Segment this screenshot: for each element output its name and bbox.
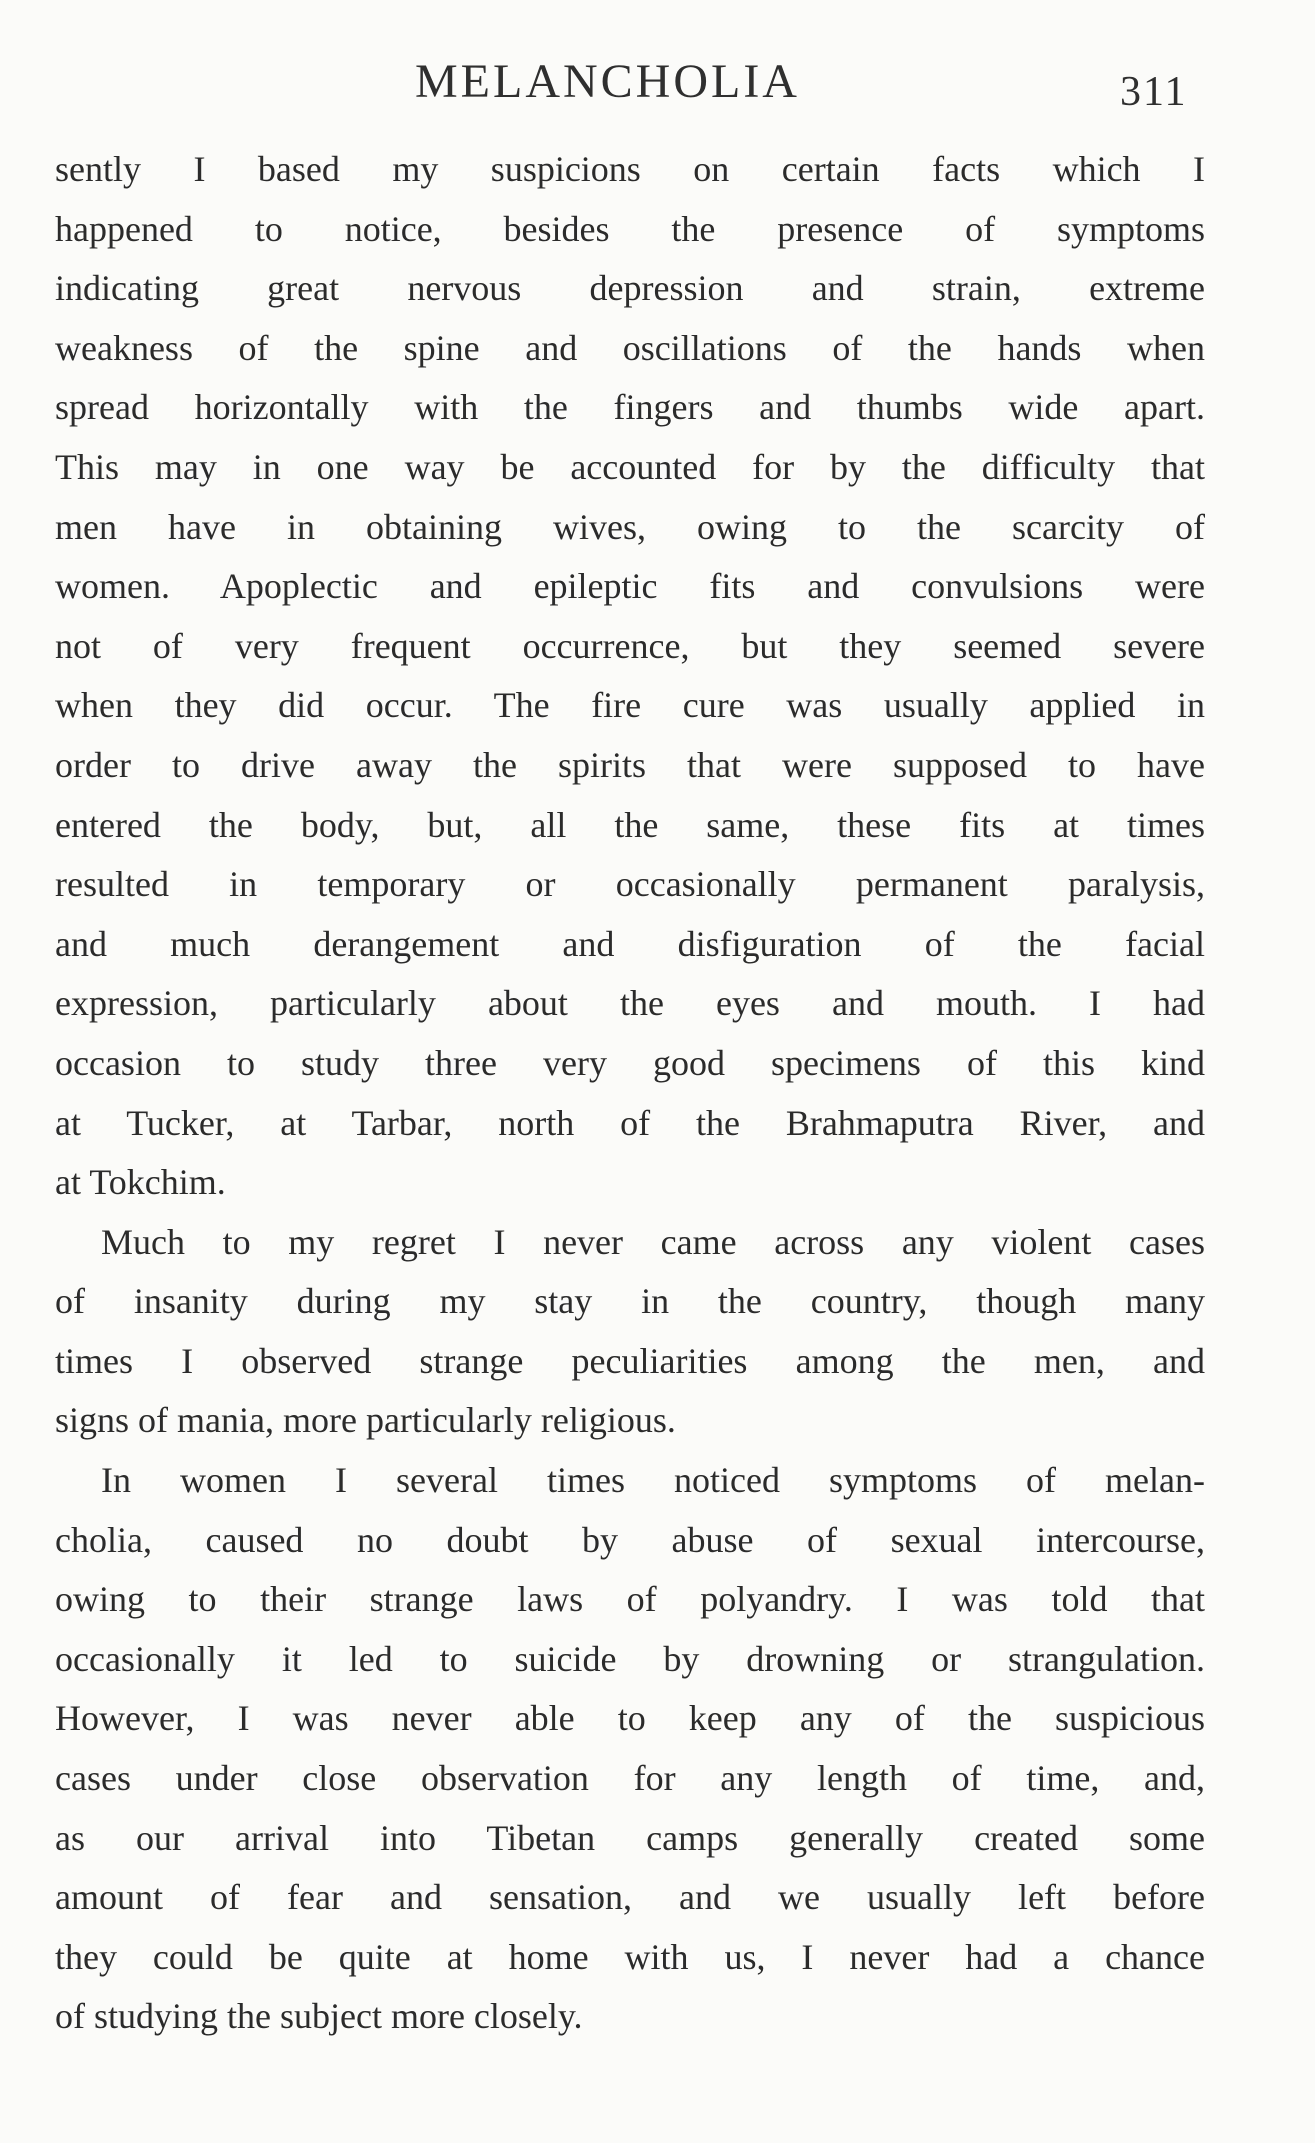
text-line: occasion to study three very good specimens of this kind — [55, 1042, 1205, 1083]
text-line: of studying the subject more closely. — [55, 1996, 583, 2037]
text-line: In women I several times noticed symptoms of melan- — [101, 1460, 1205, 1501]
text-line: However, I was never able to keep any of the suspicious — [55, 1698, 1205, 1739]
text-line: signs of mania, more particularly religious. — [55, 1400, 676, 1441]
text-line: sently I based my suspicions on certain facts which I — [55, 149, 1205, 189]
text-line: amount of fear and sensation, and we usually left before — [55, 1877, 1205, 1918]
text-line: indicating great nervous depression and strain, extreme — [55, 268, 1205, 309]
text-line: and much derangement and disfiguration of the facial — [55, 923, 1205, 964]
page-number: 311 — [1120, 69, 1188, 115]
running-title: MELANCHOLIA — [415, 55, 800, 108]
text-line: times I observed strange peculiarities among the men, and — [55, 1340, 1205, 1381]
text-line: at Tucker, at Tarbar, north of the Brahmaputra River, and — [55, 1102, 1205, 1143]
text-line: at Tokchim. — [55, 1162, 226, 1203]
text-line: not of very frequent occurrence, but they seemed severe — [55, 625, 1205, 666]
text-line: of insanity during my stay in the country, though many — [55, 1281, 1205, 1322]
text-line: when they did occur. The fire cure was usually applied in — [55, 685, 1205, 726]
text-line: owing to their strange laws of polyandry. I was told that — [55, 1579, 1205, 1620]
text-line: expression, particularly about the eyes and mouth. I had — [55, 983, 1205, 1024]
text-line: happened to notice, besides the presence of symptoms — [55, 208, 1205, 249]
text-line: cholia, caused no doubt by abuse of sexual intercourse, — [55, 1519, 1205, 1560]
text-line: they could be quite at home with us, I never had a chance — [55, 1936, 1205, 1977]
text-line: This may in one way be accounted for by the difficulty that — [55, 446, 1205, 487]
body-text — [55, 140, 1205, 2047]
paragraph — [55, 1213, 1205, 1451]
text-line: occasionally it led to suicide by drowning or strangulation. — [55, 1638, 1205, 1679]
text-line: as our arrival into Tibetan camps generally created some — [55, 1817, 1205, 1858]
paragraph — [55, 140, 1205, 1213]
text-line: Much to my regret I never came across any violent cases — [101, 1221, 1205, 1262]
text-line: weakness of the spine and oscillations of the hands when — [55, 327, 1205, 368]
text-line: entered the body, but, all the same, these fits at times — [55, 804, 1205, 845]
text-line: resulted in temporary or occasionally permanent paralysis, — [55, 864, 1205, 905]
text-line: women. Apoplectic and epileptic fits and convulsions were — [55, 566, 1205, 607]
text-line: spread horizontally with the fingers and thumbs wide apart. — [55, 387, 1205, 428]
text-line: men have in obtaining wives, owing to the scarcity of — [55, 506, 1205, 547]
text-line: order to drive away the spirits that were supposed to have — [55, 744, 1205, 785]
text-line: cases under close observation for any length of time, and, — [55, 1758, 1205, 1799]
paragraph — [55, 1451, 1205, 2047]
running-head — [0, 52, 1315, 115]
